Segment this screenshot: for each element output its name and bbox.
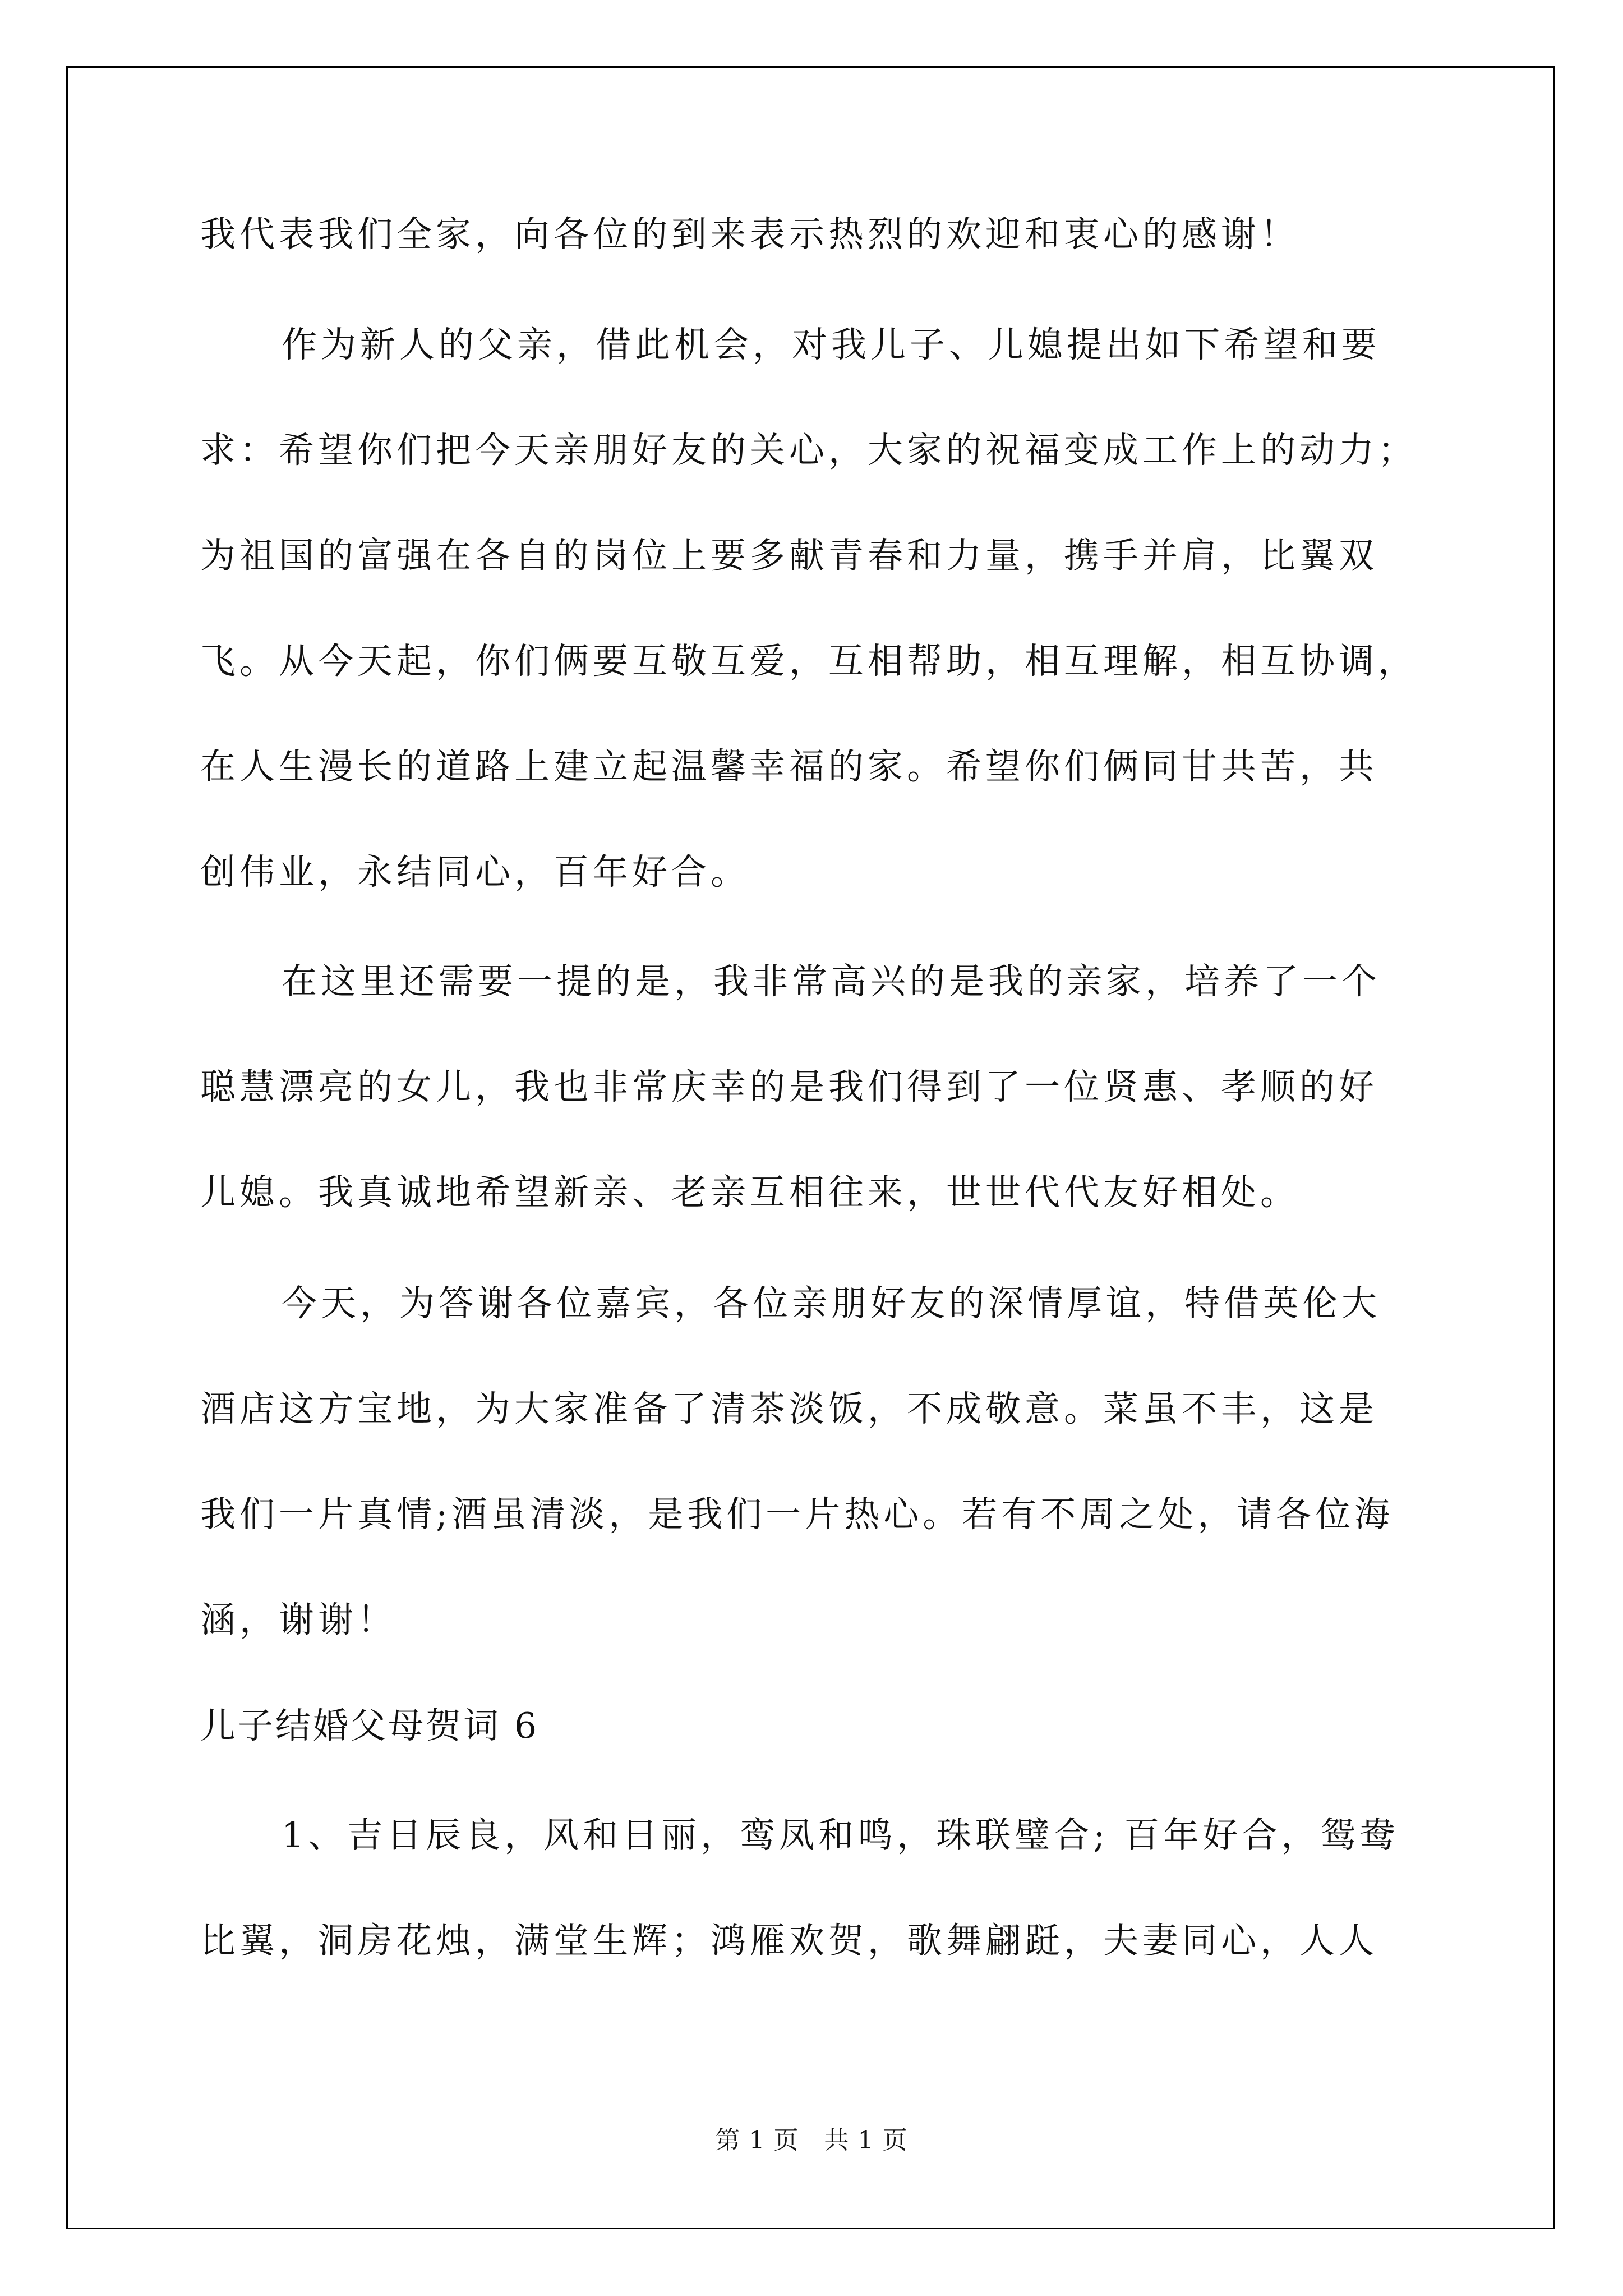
paragraph-start-line: 1、吉日辰良，风和日丽，鸾凤和鸣，珠联璧合; 百年好合，鸳鸯 <box>282 1815 1399 1856</box>
text-line: 我代表我们全家，向各位的到来表示热烈的欢迎和衷心的感谢！ <box>200 214 1299 255</box>
paragraph-start-line: 在这里还需要一提的是，我非常高兴的是我的亲家，培养了一个 <box>282 961 1381 1002</box>
text-line: 涵，谢谢！ <box>200 1599 396 1640</box>
paragraph-start-line: 作为新人的父亲，借此机会，对我儿子、儿媳提出如下希望和要 <box>282 324 1381 365</box>
text-line: 我们一片真情;酒虽清淡，是我们一片热心。若有不周之处，请各位海 <box>200 1494 1394 1535</box>
page-border <box>66 66 1555 2229</box>
text-line: 创伟业，永结同心，百年好合。 <box>200 852 750 892</box>
paragraph-start-line: 今天，为答谢各位嘉宾，各位亲朋好友的深情厚谊，特借英伦大 <box>282 1283 1381 1324</box>
section-heading: 儿子结婚父母贺词 6 <box>200 1705 540 1746</box>
text-line: 酒店这方宝地，为大家准备了清茶淡饭，不成敬意。菜虽不丰，这是 <box>200 1388 1378 1429</box>
text-line: 飞。从今天起，你们俩要互敬互爱，互相帮助，相互理解，相互协调， <box>200 641 1417 682</box>
text-line: 儿媳。我真诚地希望新亲、老亲互相往来，世世代代友好相处。 <box>200 1172 1299 1213</box>
text-line: 聪慧漂亮的女儿，我也非常庆幸的是我们得到了一位贤惠、孝顺的好 <box>200 1066 1378 1107</box>
text-line: 比翼，洞房花烛，满堂生辉；鸿雁欢贺，歌舞翩跹，夫妻同心，人人 <box>200 1920 1378 1961</box>
text-line: 为祖国的富强在各自的岗位上要多献青春和力量，携手并肩，比翼双 <box>200 535 1378 576</box>
text-line: 求：希望你们把今天亲朋好友的关心，大家的祝福变成工作上的动力； <box>200 430 1417 471</box>
page-number-footer: 第 1 页 共 1 页 <box>715 2126 908 2155</box>
text-line: 在人生漫长的道路上建立起温馨幸福的家。希望你们俩同甘共苦，共 <box>200 746 1378 787</box>
